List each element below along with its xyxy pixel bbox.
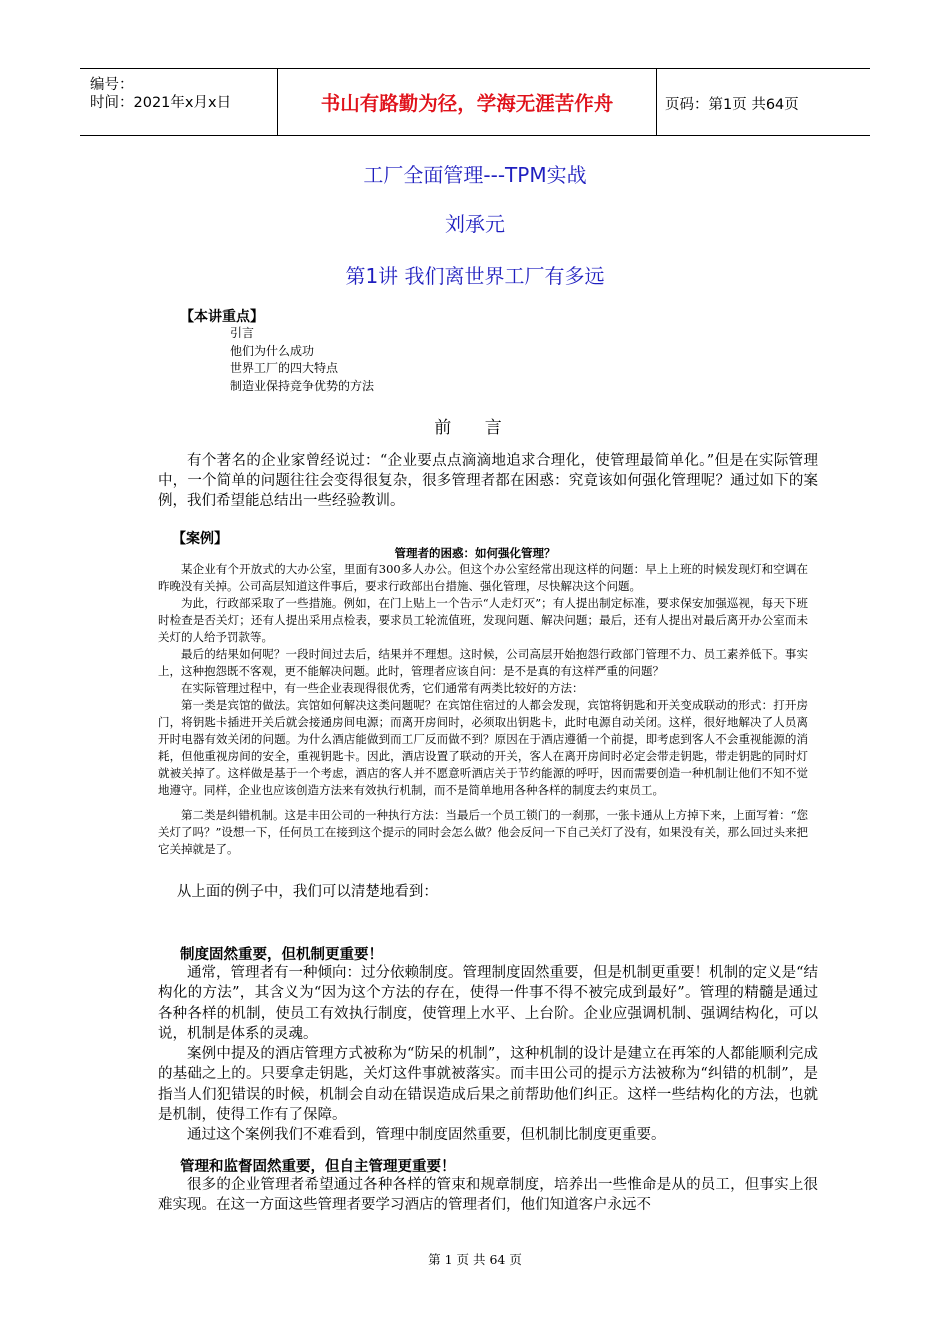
key-point-item: 世界工厂的四大特点	[230, 361, 339, 375]
header-info-cell	[80, 69, 278, 135]
key-point-item: 引言	[230, 326, 255, 340]
case-body	[158, 561, 808, 858]
author-name: 刘承元	[445, 212, 505, 236]
header-table	[80, 68, 870, 136]
body-paragraph: 通过这个案例我们不难看到，管理中制度固然重要，但机制比制度更重要。	[187, 1127, 666, 1144]
header-page-info: 页码：第1页 共64页	[665, 97, 799, 113]
case-paragraph: 最后的结果如何呢？一段时间过去后，结果并不理想。这时候，公司高层开始抱怨行政部门管理不力、员工素养低下。事实上，这种抱怨既不客观，更不能解决问题。此时，管理者应该自问：是不是真的有这样严重的问题？	[158, 647, 808, 678]
section-heading: 制度固然重要，但机制更重要！	[180, 947, 383, 963]
section-heading: 管理和监督固然重要，但自主管理更重要！	[180, 1159, 456, 1175]
case-heading: 【案例】	[172, 531, 228, 547]
case-title: 管理者的困惑：如何强化管理？	[394, 546, 556, 560]
body-paragraph: 很多的企业管理者希望通过各种各样的管束和规章制度，培养出一些惟命是从的员工，但事实上很难实现。在这一方面这些管理者要学习酒店的管理者们，他们知道客户永远不	[158, 1177, 818, 1213]
document-time-label: 时间：2021年x月x日	[90, 95, 232, 111]
header-motto: 书山有路勤为径，学海无涯苦作舟	[278, 69, 657, 135]
body-paragraph: 通常，管理者有一种倾向：过分依赖制度。管理制度固然重要，但是机制更重要！机制的定义是“结构化的方法”，其含义为“因为这个方法的存在，使得一件事不得不被完成到最好”。管理的精髓是通过各种各样的机制，使员工有效执行制度，使管理上水平、上台阶。企业应强调机制、强调结构化，可以说，机制是体系的灵魂。	[158, 965, 818, 1042]
document-title: 工厂全面管理---TPM实战	[363, 163, 587, 187]
preface-heading: 前 言	[434, 418, 516, 438]
section-body	[158, 963, 818, 1146]
case-paragraph: 第二类是纠错机制。这是丰田公司的一种执行方法：当最后一个员工锁门的一刹那，一张卡通从上方掉下来，上面写着：“您关灯了吗？”设想一下，任何员工在接到这个提示的同时会怎么做？他会反问一下自己关灯了没有，如果没有关，那么回过头来把它关掉就是了。	[158, 808, 808, 856]
key-points-heading: 【本讲重点】	[180, 309, 264, 325]
preface-paragraph: 有个著名的企业家曾经说过：“企业要点点滴滴地追求合理化，使管理最简单化。”但是在实际管理中，一个简单的问题往往会变得很复杂，很多管理者都在困惑：究竟该如何强化管理呢？通过如下的案例，我们希望能总结出一些经验教训。	[158, 453, 818, 509]
case-paragraph: 第一类是宾馆的做法。宾馆如何解决这类问题呢？在宾馆住宿过的人都会发现，宾馆将钥匙和开关变成联动的形式：打开房门，将钥匙卡插进开关后就会接通房间电源；而离开房间时，必须取出钥匙卡，此时电源自动关闭。这样，很好地解决了人员离开时电器有效关闭的问题。为什么酒店能做到而工厂反而做不到？原因在于酒店遵循一个前提，即考虑到客人不会重视能源的消耗，但他重视房间的安全，重视钥匙卡。因此，酒店设置了联动的开关，客人在离开房间时必定会带走钥匙，带走钥匙的同时灯就被关掉了。这样做是基于一个考虑，酒店的客人并不愿意听酒店关于节约能源的呼吁，因而需要创造一种机制让他们不知不觉地遵守。同样，企业也应该创造方法来有效执行机制，而不是简单地用各种各样的制度去约束员工。	[158, 698, 808, 797]
key-points-list	[230, 325, 374, 395]
lecture-title: 第1讲 我们离世界工厂有多远	[345, 264, 605, 288]
body-paragraph: 案例中提及的酒店管理方式被称为“防呆的机制”，这种机制的设计是建立在再笨的人都能顺利完成的基础之上的。只要拿走钥匙，关灯这件事就被落实。而丰田公司的提示方法被称为“纠错的机制”，是指当人们犯错误的时候，机制会自动在错误造成后果之前帮助他们纠正。这样一些结构化的方法，也就是机制，使得工作有了保障。	[158, 1046, 818, 1124]
case-paragraph: 在实际管理过程中，有一些企业表现得很优秀，它们通常有两类比较好的方法：	[181, 681, 584, 695]
key-point-item: 他们为什么成功	[230, 343, 315, 358]
document-number-label: 编号：	[90, 77, 134, 93]
case-paragraph: 某企业有个开放式的大办公室，里面有300多人办公。但这个办公室经常出现这样的问题：早上上班的时候发现灯和空调在昨晚没有关掉。公司高层知道这件事后，要求行政部出台措施、强化管理，尽快解决这个问题。	[158, 562, 808, 593]
case-paragraph: 为此，行政部采取了一些措施。例如，在门上贴上一个告示“人走灯灭”；有人提出制定标准，要求保安加强巡视，每天下班时检查是否关灯；还有人提出采用点检表，要求员工轮流值班，发现问题、解决问题；最后，还有人提出对最后离开办公室而未关灯的人给予罚款等。	[158, 596, 808, 644]
page-footer: 第 1 页 共 64 页	[428, 1252, 522, 1267]
case-conclusion: 从上面的例子中，我们可以清楚地看到：	[176, 884, 438, 900]
key-point-item: 制造业保持竞争优势的方法	[230, 378, 375, 393]
section-body	[158, 1175, 818, 1215]
